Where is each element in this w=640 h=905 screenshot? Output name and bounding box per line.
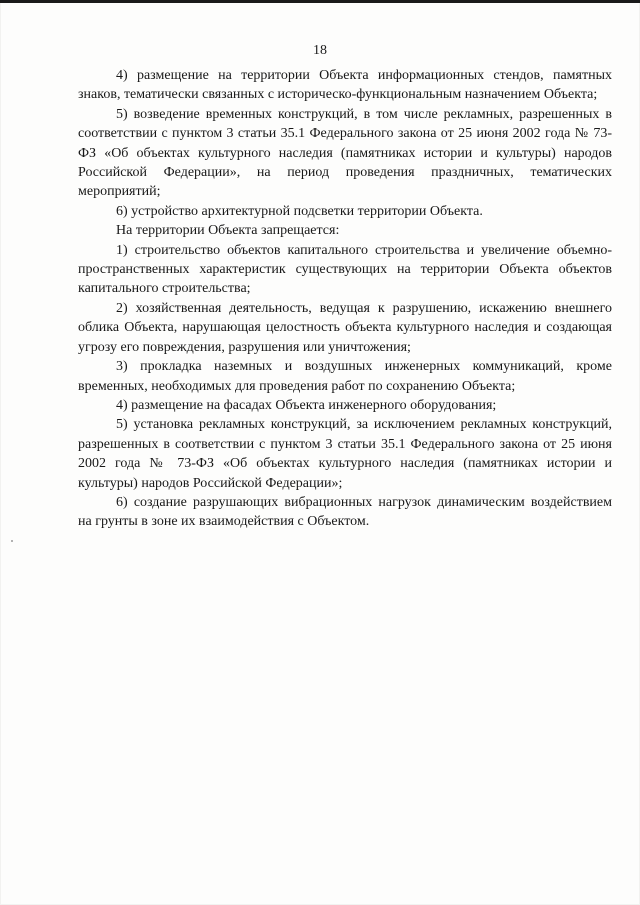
document-body xyxy=(78,66,612,532)
paragraph-prohibition-5-advertising: 5) установка рекламных конструкций, за исключением рекламных конструкций, разрешенных в соответствии с пунктом 3 статьи 35.1 Федерального закона от 25 июня 2002 года № 73-ФЗ «Об объектах культурного наследия (памятниках истории и культуры) народов Российской Федерации»; xyxy=(78,417,612,491)
paragraph-prohibitions-heading: На территории Объекта запрещается: xyxy=(116,223,340,239)
paragraph-item-4-stands: 4) размещение на территории Объекта информационных стендов, памятных знаков, тематически связанных с историческо-функциональным назначением Объекта; xyxy=(78,68,612,103)
scan-speck xyxy=(11,540,13,542)
paragraph-prohibition-1-construction: 1) строительство объектов капитального строительства и увеличение объемно-пространственных характеристик существующих на территории Объекта объектов капитального строительства; xyxy=(78,242,612,297)
scan-top-edge xyxy=(0,0,640,3)
paragraph-item-6-lighting: 6) устройство архитектурной подсветки территории Объекта. xyxy=(116,203,483,219)
paragraph-prohibition-3-utilities: 3) прокладка наземных и воздушных инженерных коммуникаций, кроме временных, необходимых для проведения работ по сохранению Объекта; xyxy=(78,359,612,394)
paragraph-prohibition-2-economic-activity: 2) хозяйственная деятельность, ведущая к разрушению, искажению внешнего облика Объекта, нарушающая целостность объекта культурного наследия и создающая угрозу его повреждения, разрушения или уничтожения; xyxy=(78,300,612,355)
paragraph-prohibition-4-facade-equipment: 4) размещение на фасадах Объекта инженерного оборудования; xyxy=(116,397,497,413)
paragraph-prohibition-6-vibration: 6) создание разрушающих вибрационных нагрузок динамическим воздействием на грунты в зоне их взаимодействия с Объектом. xyxy=(78,494,612,530)
page-number: 18 xyxy=(313,43,327,58)
paragraph-item-5-temporary-structures: 5) возведение временных конструкций, в том числе рекламных, разрешенных в соответствии с пунктом 3 статьи 35.1 Федерального закона от 25 июня 2002 года № 73-ФЗ «Об объектах культурного наследия (памятниках истории и культуры) народов Российской Федерации», на период проведения праздничных, тематических мероприятий; xyxy=(78,106,612,200)
